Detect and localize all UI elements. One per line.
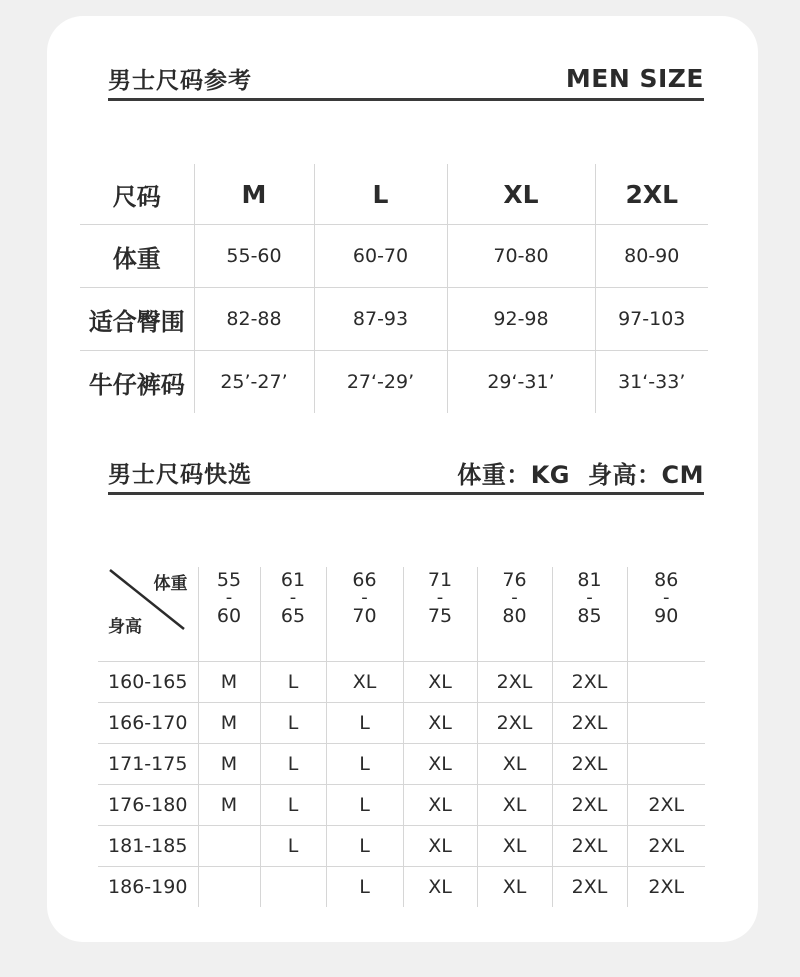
size-cell: XL <box>403 867 477 908</box>
height-range: 160-165 <box>98 662 198 703</box>
size-cell: 2XL <box>552 744 627 785</box>
size-l: L <box>314 164 447 225</box>
size-cell: XL <box>403 826 477 867</box>
corner-height-label: 身高 <box>108 617 142 637</box>
size-2xl: 2XL <box>595 164 708 225</box>
table-row <box>98 662 705 703</box>
row-label: 适合臀围 <box>80 288 194 351</box>
height-range: 186-190 <box>98 867 198 908</box>
size-cell: M <box>198 662 260 703</box>
size-cell: XL <box>477 867 552 908</box>
size-cell: M <box>198 703 260 744</box>
size-cell: M <box>198 785 260 826</box>
table-cell: 70-80 <box>447 225 595 288</box>
weight-unit: 体重：KG <box>457 460 570 489</box>
table-cell: 97-103 <box>595 288 708 351</box>
quick-select-title: 男士尺码快选 <box>108 461 252 488</box>
table-cell: 31‘-33’ <box>595 351 708 414</box>
table-cell: 29‘-31’ <box>447 351 595 414</box>
row-label: 牛仔裤码 <box>80 351 194 414</box>
table-cell: 82-88 <box>194 288 314 351</box>
size-cell: XL <box>477 785 552 826</box>
table-row <box>98 744 705 785</box>
quick-select-header <box>108 452 704 495</box>
weight-range-header: 81 - 85 <box>552 567 627 662</box>
weight-range-header: 71 - 75 <box>403 567 477 662</box>
men-size-title: MEN SIZE <box>565 63 704 93</box>
row-label: 体重 <box>80 225 194 288</box>
size-cell: L <box>260 662 326 703</box>
size-cell <box>198 867 260 908</box>
size-cell: M <box>198 744 260 785</box>
weight-range-header: 66 - 70 <box>326 567 403 662</box>
size-cell: L <box>326 744 403 785</box>
size-cell: L <box>260 826 326 867</box>
size-cell: XL <box>403 703 477 744</box>
height-range: 171-175 <box>98 744 198 785</box>
height-range: 181-185 <box>98 826 198 867</box>
size-cell: 2XL <box>552 785 627 826</box>
weight-range-header: 61 - 65 <box>260 567 326 662</box>
table-cell: 25’-27’ <box>194 351 314 414</box>
size-cell: L <box>326 785 403 826</box>
weight-row <box>80 225 708 288</box>
table-row <box>98 703 705 744</box>
size-reference-header <box>108 58 704 101</box>
size-cell: 2XL <box>552 867 627 908</box>
height-range: 166-170 <box>98 703 198 744</box>
size-cell: L <box>326 867 403 908</box>
size-reference-title: 男士尺码参考 <box>108 67 252 94</box>
size-cell: L <box>326 703 403 744</box>
size-header-row <box>80 164 708 225</box>
table-cell: 27‘-29’ <box>314 351 447 414</box>
size-cell: XL <box>403 785 477 826</box>
corner-cell <box>98 567 198 662</box>
size-cell: 2XL <box>552 826 627 867</box>
size-cell: 2XL <box>552 662 627 703</box>
table-row <box>98 785 705 826</box>
size-cell: L <box>260 744 326 785</box>
table-cell: 87-93 <box>314 288 447 351</box>
size-cell: XL <box>403 744 477 785</box>
size-cell: 2XL <box>627 785 705 826</box>
size-cell <box>627 662 705 703</box>
corner-weight-label: 体重 <box>153 574 188 594</box>
size-cell <box>198 826 260 867</box>
units-legend <box>439 455 704 490</box>
size-cell: 2XL <box>552 703 627 744</box>
weight-range-header: 76 - 80 <box>477 567 552 662</box>
size-cell: L <box>260 785 326 826</box>
size-xl: XL <box>447 164 595 225</box>
height-unit: 身高：CM <box>588 460 704 489</box>
size-reference-table <box>80 164 708 413</box>
jeans-size-row <box>80 351 708 414</box>
size-cell: 2XL <box>477 703 552 744</box>
size-cell: XL <box>477 826 552 867</box>
table-cell: 80-90 <box>595 225 708 288</box>
table-row <box>98 867 705 908</box>
size-cell: 2XL <box>627 867 705 908</box>
quick-select-table <box>98 567 705 907</box>
size-cell: XL <box>477 744 552 785</box>
hip-row <box>80 288 708 351</box>
size-cell: 2XL <box>477 662 552 703</box>
size-label: 尺码 <box>80 164 194 225</box>
size-cell <box>627 744 705 785</box>
size-cell: XL <box>326 662 403 703</box>
size-cell: L <box>260 703 326 744</box>
size-cell: L <box>326 826 403 867</box>
table-cell: 55-60 <box>194 225 314 288</box>
table-row <box>98 826 705 867</box>
table-cell: 60-70 <box>314 225 447 288</box>
weight-range-header: 55 - 60 <box>198 567 260 662</box>
weight-range-header: 86 - 90 <box>627 567 705 662</box>
weight-header-row <box>98 567 705 662</box>
size-cell <box>260 867 326 908</box>
size-cell <box>627 703 705 744</box>
size-cell: XL <box>403 662 477 703</box>
height-range: 176-180 <box>98 785 198 826</box>
size-m: M <box>194 164 314 225</box>
table-cell: 92-98 <box>447 288 595 351</box>
size-cell: 2XL <box>627 826 705 867</box>
